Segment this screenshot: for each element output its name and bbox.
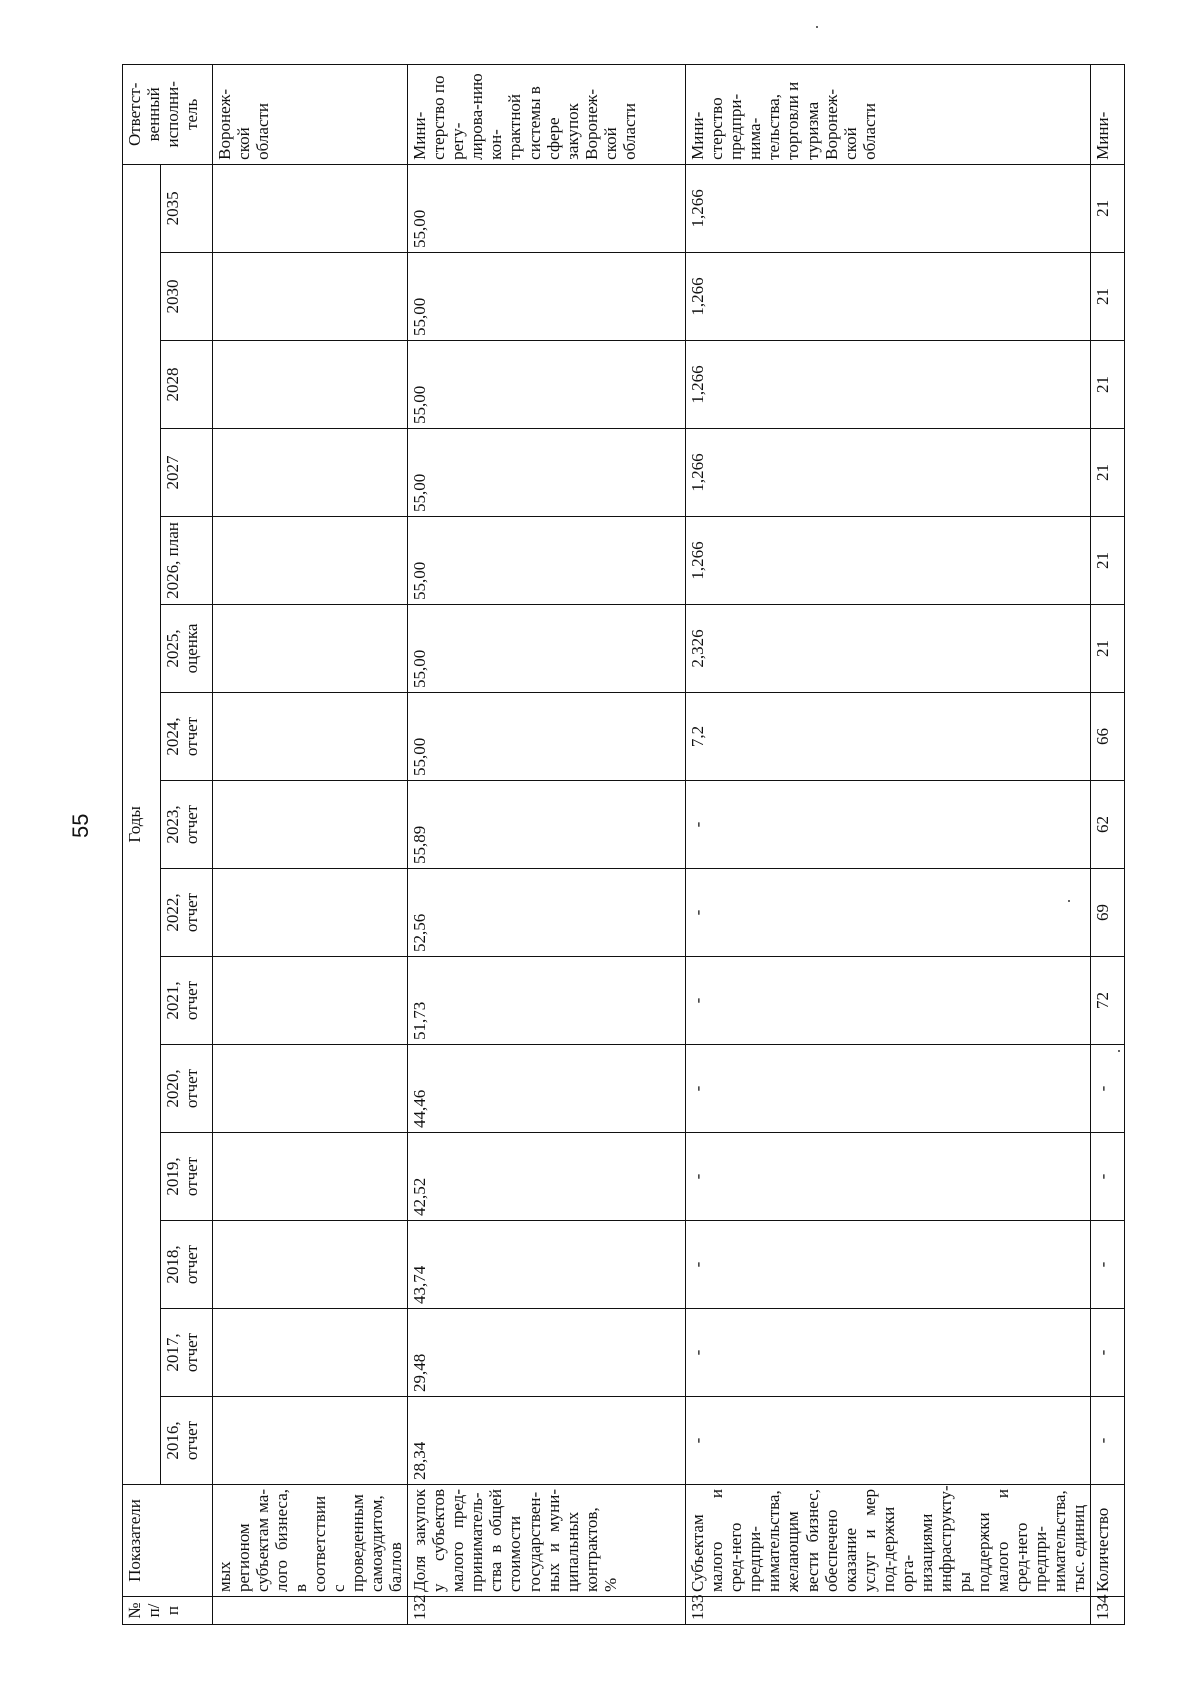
value-cell: 55,00 [408,605,686,693]
value-cell: 55,00 [408,693,686,781]
value-cell: 1,266 [686,164,1091,252]
row-number: 133 [686,1597,1091,1625]
responsible-cell: Мини-стерство предпри-нима-тельства, торговли и туризма Воронеж-ской области [686,64,1091,164]
indicator-cell: Субъектам малого и сред-него предпри-нимательства, желающим вести бизнес, обеспечено оказание услуг и мер под-держки орга-низациями инфраструкту-ры поддержки малого и сред-него предпри-нимательства, тыс. единиц [686,1485,1091,1597]
value-cell: 28,34 [408,1397,686,1485]
value-cell [213,781,408,869]
value-cell: - [686,1221,1091,1309]
value-cell: - [1090,1045,1124,1133]
value-cell: 55,00 [408,164,686,252]
value-cell: 29,48 [408,1309,686,1397]
year-header: 2017, отчет [161,1309,213,1397]
value-cell: - [1090,1397,1124,1485]
header-responsible: Ответст-венный исполни-тель [123,64,213,164]
value-cell [213,1309,408,1397]
value-cell [213,253,408,341]
value-cell: - [686,957,1091,1045]
year-header: 2028 [161,341,213,429]
value-cell: 2,326 [686,605,1091,693]
value-cell [213,605,408,693]
value-cell: 1,266 [686,341,1091,429]
year-header: 2030 [161,253,213,341]
row-number [213,1597,408,1625]
year-header: 2022, отчет [161,869,213,957]
value-cell: 21 [1090,253,1124,341]
row-number: 134 [1090,1597,1124,1625]
responsible-cell: Мини- [1090,64,1124,164]
value-cell [213,517,408,605]
row-number: 132 [408,1597,686,1625]
indicator-cell: мых регионом субъектам ма-лого бизнеса, в соответствии с проведенным самоаудитом, баллов [213,1485,408,1597]
value-cell [213,693,408,781]
value-cell [213,1397,408,1485]
value-cell: 1,266 [686,517,1091,605]
scan-speck [816,26,818,28]
indicator-cell: Количество [1090,1485,1124,1597]
value-cell: - [1090,1133,1124,1221]
table-row [213,64,408,1624]
value-cell: - [686,869,1091,957]
value-cell: 43,74 [408,1221,686,1309]
value-cell: - [686,1397,1091,1485]
value-cell [213,1133,408,1221]
value-cell: - [1090,1309,1124,1397]
value-cell: 1,266 [686,253,1091,341]
value-cell: 52,56 [408,869,686,957]
value-cell [213,341,408,429]
value-cell [213,869,408,957]
value-cell: 21 [1090,341,1124,429]
value-cell: 42,52 [408,1133,686,1221]
value-cell: 55,00 [408,253,686,341]
indicator-cell: Доля закупок у субъектов малого пред-приниматель-ства в общей стоимости государствен-ных и муни-ципальных контрактов, % [408,1485,686,1597]
value-cell: 62 [1090,781,1124,869]
value-cell: 55,89 [408,781,686,869]
table-row [686,64,1091,1624]
value-cell: 21 [1090,429,1124,517]
year-header: 2024, отчет [161,693,213,781]
year-header: 2021, отчет [161,957,213,1045]
header-indicators: Показатели [123,1485,213,1597]
value-cell: 44,46 [408,1045,686,1133]
value-cell: 69 [1090,869,1124,957]
year-header: 2016, отчет [161,1397,213,1485]
value-cell: 72 [1090,957,1124,1045]
year-header: 2020, отчет [161,1045,213,1133]
value-cell [213,164,408,252]
year-header: 2026, план [161,517,213,605]
year-header: 2025, оценка [161,605,213,693]
value-cell: - [686,1133,1091,1221]
value-cell [213,1221,408,1309]
year-header: 2027 [161,429,213,517]
value-cell: 7,2 [686,693,1091,781]
value-cell: 21 [1090,605,1124,693]
value-cell: - [1090,1221,1124,1309]
value-cell [213,429,408,517]
responsible-cell: Мини-стерство по регу-лирова-нию кон-трактной системы в сфере закупок Воронеж-ской области [408,64,686,164]
indicators-table [122,64,1125,1625]
rotated-table-container [122,65,1112,1625]
value-cell: 55,00 [408,429,686,517]
value-cell [213,1045,408,1133]
table-row [408,64,686,1624]
value-cell: 55,00 [408,341,686,429]
table-row [1090,64,1124,1624]
value-cell: 51,73 [408,957,686,1045]
value-cell: - [686,1309,1091,1397]
responsible-cell: Воронеж-ской области [213,64,408,164]
header-no: № п/п [123,1597,213,1625]
value-cell: - [686,1045,1091,1133]
value-cell [213,957,408,1045]
value-cell: - [686,781,1091,869]
year-header: 2023, отчет [161,781,213,869]
header-years: Годы [123,164,161,1484]
page-number: 55 [68,813,93,838]
value-cell: 21 [1090,164,1124,252]
value-cell: 66 [1090,693,1124,781]
value-cell: 55,00 [408,517,686,605]
year-header: 2035 [161,164,213,252]
value-cell: 1,266 [686,429,1091,517]
value-cell: 21 [1090,517,1124,605]
year-header: 2018, отчет [161,1221,213,1309]
year-header: 2019, отчет [161,1133,213,1221]
